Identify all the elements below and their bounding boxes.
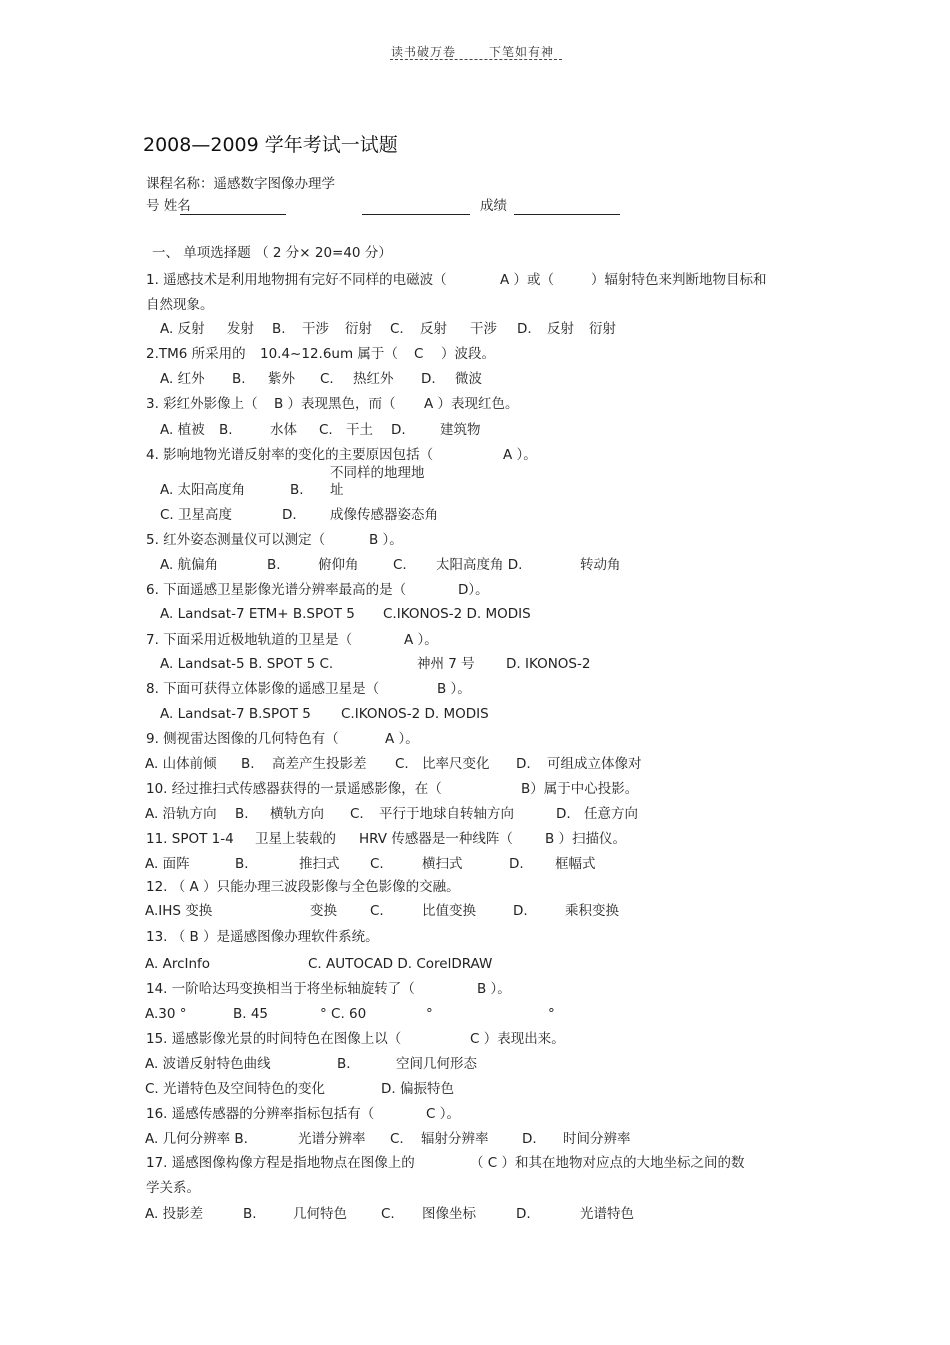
question-text: 几何特色 — [293, 1206, 347, 1222]
question-text: C. — [370, 856, 384, 872]
question-text: B ）。 — [369, 532, 403, 548]
question-text: 干涉 — [470, 321, 497, 337]
question-text: 平行于地球自转轴方向 — [379, 806, 514, 822]
question-text: 卫星上装载的 — [255, 831, 336, 847]
question-text: 变换 — [310, 903, 337, 919]
question-text: C. 卫星高度 — [160, 507, 233, 523]
question-text: （ C ）和其在地物对应点的大地坐标之间的数 — [470, 1155, 745, 1171]
question-text: 建筑物 — [440, 422, 481, 438]
question-text: B. — [267, 557, 281, 573]
question-text: B. — [290, 482, 304, 498]
question-text: 衍射 — [345, 321, 372, 337]
question-text: D. — [517, 321, 532, 337]
question-text: D. — [509, 856, 524, 872]
question-text: A ）。 — [503, 447, 537, 463]
question-text: 高差产生投影差 — [272, 756, 367, 772]
question-text: C. — [319, 422, 333, 438]
question-text: A. 航偏角 — [160, 557, 219, 573]
question-text: A. 沿轨方向 — [145, 806, 217, 822]
question-text: 横轨方向 — [270, 806, 324, 822]
question-text: B. — [235, 856, 249, 872]
question-text: 1. 遥感技术是利用地物拥有完好不同样的电磁波（ — [146, 272, 447, 288]
question-text: ° — [426, 1006, 433, 1022]
question-text: 9. 侧视雷达图像的几何特色有（ — [146, 731, 339, 747]
question-text: D. — [513, 903, 528, 919]
question-text: B ）。 — [437, 681, 471, 697]
question-text: ）辐射特色来判断地物目标和 — [591, 272, 767, 288]
question-text: C. — [390, 321, 404, 337]
question-text: A. Landsat-7 ETM+ B.SPOT 5 — [160, 606, 355, 622]
question-text: A ）。 — [404, 632, 438, 648]
section-heading: 一、 单项选择题 （ 2 分× 20=40 分） — [152, 245, 392, 261]
question-text: 水体 — [270, 422, 297, 438]
question-text: C.IKONOS-2 D. MODIS — [383, 606, 531, 622]
question-text: 干涉 — [302, 321, 329, 337]
question-text: 成像传感器姿态角 — [330, 507, 438, 523]
question-text: D. — [556, 806, 571, 822]
question-text: B. — [235, 806, 249, 822]
question-text: A. 投影差 — [145, 1206, 204, 1222]
header-divider — [390, 59, 562, 60]
question-text: A. 面阵 — [145, 856, 190, 872]
question-text: D. IKONOS-2 — [506, 656, 591, 672]
question-text: C. — [390, 1131, 404, 1147]
question-text: A. 几何分辨率 B. — [145, 1131, 248, 1147]
question-text: 微波 — [455, 371, 482, 387]
question-text: B. — [243, 1206, 257, 1222]
question-text: A.IHS 变换 — [145, 903, 213, 919]
question-text: 址 — [330, 482, 344, 498]
question-text: 10.4~12.6um 属于（ — [260, 346, 398, 362]
question-text: 横扫式 — [422, 856, 463, 872]
question-text: 13. （ B ）是遥感图像办理软件系统。 — [146, 929, 379, 945]
question-text: A.30 ° — [145, 1006, 187, 1022]
id-blank — [362, 214, 470, 215]
question-text: B. — [337, 1056, 351, 1072]
question-text: 反射 — [547, 321, 574, 337]
question-text: B ）扫描仪。 — [545, 831, 627, 847]
question-text: C. 光谱特色及空间特色的变化 — [145, 1081, 326, 1097]
question-text: D）。 — [458, 582, 489, 598]
question-text: C. — [320, 371, 334, 387]
question-text: 热红外 — [353, 371, 394, 387]
question-text: B. — [232, 371, 246, 387]
question-text: 不同样的地理地 — [330, 465, 425, 481]
question-text: B. — [241, 756, 255, 772]
question-text: 6. 下面遥感卫星影像光谱分辨率最高的是（ — [146, 582, 407, 598]
question-text: 10. 经过推扫式传感器获得的一景遥感影像，在（ — [146, 781, 442, 797]
question-text: C ）表现出来。 — [470, 1031, 565, 1047]
question-text: B. — [219, 422, 233, 438]
question-text: B. — [272, 321, 286, 337]
grade-label: 成绩 — [480, 198, 507, 214]
question-text: 4. 影响地物光谱反射率的变化的主要原因包括（ — [146, 447, 434, 463]
question-text: 衍射 — [589, 321, 616, 337]
question-text: 推扫式 — [299, 856, 340, 872]
question-text: C — [414, 346, 424, 362]
question-text: 自然现象。 — [146, 297, 214, 313]
question-text: 光谱分辨率 — [298, 1131, 366, 1147]
question-text: 3. 彩红外影像上（ — [146, 396, 258, 412]
question-text: 乘积变换 — [565, 903, 619, 919]
question-text: D. — [516, 1206, 531, 1222]
question-text: 16. 遥感传感器的分辨率指标包括有（ — [146, 1106, 375, 1122]
question-text: C. — [393, 557, 407, 573]
question-text: 神州 7 号 — [417, 656, 475, 672]
question-text: 比值变换 — [422, 903, 476, 919]
question-text: C. — [381, 1206, 395, 1222]
question-text: 框幅式 — [555, 856, 596, 872]
question-text: 辐射分辨率 — [421, 1131, 489, 1147]
question-text: D. — [421, 371, 436, 387]
question-text: 7. 下面采用近极地轨道的卫星是（ — [146, 632, 353, 648]
question-text: A. ArcInfo — [145, 956, 211, 972]
question-text: B ）表现黑色，而（ — [274, 396, 396, 412]
question-text: A ）或（ — [500, 272, 555, 288]
question-text: HRV 传感器是一种线阵（ — [359, 831, 513, 847]
question-text: 8. 下面可获得立体影像的遥感卫星是（ — [146, 681, 380, 697]
question-text: B ）。 — [477, 981, 511, 997]
question-text: ° C. 60 — [320, 1006, 367, 1022]
question-text: 2.TM6 所采用的 — [146, 346, 246, 362]
question-text: 空间几何形态 — [396, 1056, 477, 1072]
question-text: D. — [522, 1131, 537, 1147]
question-text: ° — [548, 1006, 555, 1022]
question-text: C. AUTOCAD D. CorelDRAW — [308, 956, 493, 972]
question-text: A. Landsat-7 B.SPOT 5 — [160, 706, 311, 722]
question-text: 转动角 — [580, 557, 621, 573]
question-text: 时间分辨率 — [563, 1131, 631, 1147]
question-text: A. 植被 — [160, 422, 205, 438]
question-text: C. — [350, 806, 364, 822]
header-motto-right: 下笔如有神 — [489, 45, 555, 59]
question-text: B. 45 — [233, 1006, 269, 1022]
question-text: A. 波谱反射特色曲线 — [145, 1056, 271, 1072]
question-text: C.IKONOS-2 D. MODIS — [341, 706, 489, 722]
question-text: D. — [282, 507, 297, 523]
question-text: A ）表现红色。 — [424, 396, 519, 412]
question-text: 俯仰角 — [318, 557, 359, 573]
question-text: A. 太阳高度角 — [160, 482, 246, 498]
question-text: 图像坐标 — [422, 1206, 476, 1222]
question-text: ）波段。 — [441, 346, 495, 362]
question-text: 发射 — [227, 321, 254, 337]
question-text: D. 偏振特色 — [381, 1081, 454, 1097]
question-text: 17. 遥感图像构像方程是指地物点在图像上的 — [146, 1155, 415, 1171]
course-name: 课程名称：遥感数字图像办理学 — [146, 176, 335, 192]
question-text: 5. 红外姿态测量仪可以测定（ — [146, 532, 326, 548]
question-text: 14. 一阶哈达玛变换相当于将坐标轴旋转了（ — [146, 981, 415, 997]
question-text: C ）。 — [426, 1106, 460, 1122]
question-text: C. — [370, 903, 384, 919]
question-text: 任意方向 — [584, 806, 638, 822]
question-text: 15. 遥感影像光景的时间特色在图像上以（ — [146, 1031, 402, 1047]
header-motto-left: 读书破万卷 — [391, 45, 457, 59]
question-text: 12. （ A ）只能办理三波段影像与全色影像的交融。 — [146, 879, 460, 895]
question-text: 学关系。 — [146, 1180, 200, 1196]
grade-blank — [514, 214, 620, 215]
question-text: 光谱特色 — [580, 1206, 634, 1222]
question-text: A. 红外 — [160, 371, 205, 387]
question-text: C. — [395, 756, 409, 772]
question-text: 11. SPOT 1-4 — [146, 831, 234, 847]
question-text: A. 反射 — [160, 321, 205, 337]
question-text: A. Landsat-5 B. SPOT 5 C. — [160, 656, 334, 672]
question-text: 可组成立体像对 — [547, 756, 642, 772]
question-text: B）属于中心投影。 — [521, 781, 639, 797]
question-text: A ）。 — [385, 731, 419, 747]
page-title: 2008—2009 学年考试一试题 — [143, 134, 398, 156]
question-text: 太阳高度角 D. — [436, 557, 523, 573]
question-text: 紫外 — [268, 371, 295, 387]
question-text: A. 山体前倾 — [145, 756, 217, 772]
question-text: 反射 — [420, 321, 447, 337]
question-text: D. — [516, 756, 531, 772]
question-text: 干土 — [346, 422, 373, 438]
question-text: 比率尺变化 — [422, 756, 490, 772]
name-blank — [180, 214, 286, 215]
name-label: 号 姓名 — [146, 198, 191, 214]
question-text: D. — [391, 422, 406, 438]
